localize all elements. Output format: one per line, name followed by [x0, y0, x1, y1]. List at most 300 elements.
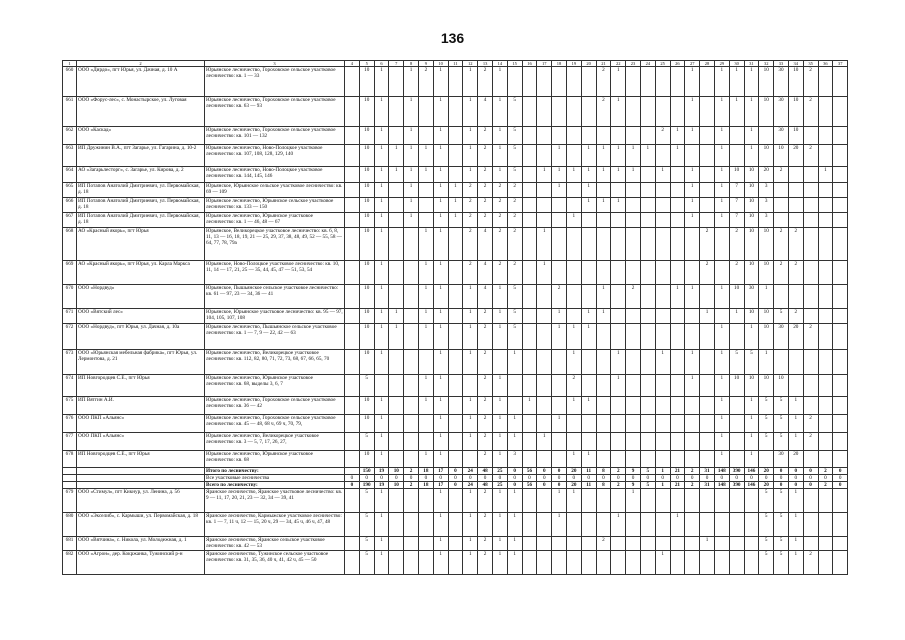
value-cell	[522, 145, 537, 167]
value-cell	[522, 213, 537, 228]
value-cell	[566, 198, 581, 213]
value-cell	[581, 537, 596, 551]
value-cell	[596, 183, 611, 198]
value-cell: 1	[463, 309, 478, 324]
value-cell	[404, 261, 419, 285]
header-cell: 1	[63, 61, 77, 67]
forestry-area-cell: Юрьянское лесничество, Гороховское сельское участковое лесничество: кв. 36 — 42	[205, 397, 345, 415]
value-cell: 2	[566, 375, 581, 397]
value-cell: 1	[492, 451, 507, 468]
value-cell: 1	[374, 451, 389, 468]
value-cell	[744, 513, 759, 537]
value-cell: 2	[507, 228, 522, 261]
value-cell	[626, 228, 641, 261]
forestry-area-cell: Юрьянское лесничество, Ново-Полоцкое участковое лесничество: кв. 107, 108, 128, 129, 140	[205, 145, 345, 167]
table-row	[63, 213, 848, 228]
organization-cell: ООО «Юрьянская мебельная фабрика», пгт Юрья, ул. Лермонтова, д. 21	[77, 350, 205, 375]
forestry-area-cell: Юрьянское, Юрьянское участковое лесничество: кв. 95 — 97, 104, 105, 107, 108	[205, 309, 345, 324]
organization-cell: ООО «Форус-лес», с. Монастырское, ул. Луговая	[77, 97, 205, 127]
value-cell: 2	[463, 213, 478, 228]
value-cell	[537, 513, 552, 537]
totals-value: 0	[685, 475, 700, 482]
value-cell	[552, 127, 567, 145]
value-cell: 4	[478, 228, 493, 261]
forestry-area-cell: Юрьянское лесничество, Юрьянское участковое лесничество: кв. 68, выделы 3, 6, 7	[205, 375, 345, 397]
forestry-area-cell: Яранское лесничество, Тужинское сельское участковое лесничество: кв. 31, 35, 36, 40 ч, 41, 42 ч, 45 — 50	[205, 551, 345, 575]
value-cell: 1	[433, 67, 448, 97]
value-cell: 2	[788, 309, 803, 324]
value-cell	[448, 145, 463, 167]
totals-value: 8	[596, 468, 611, 475]
value-cell: 1	[507, 350, 522, 375]
value-cell: 1	[433, 350, 448, 375]
value-cell	[404, 551, 419, 575]
value-cell	[833, 489, 848, 513]
organization-cell: ИП Потапов Анатолий Дмитриевич, ул. Первомайская, д. 18	[77, 183, 205, 198]
row-number: 670	[63, 285, 77, 309]
forestry-area-cell: Юрьянское, Пышьянское сельское участковое лесничество: кв. 61 — 97, 23 — 34, 36 — 41	[205, 285, 345, 309]
value-cell	[759, 451, 774, 468]
value-cell: 5	[774, 309, 789, 324]
value-cell: 2	[478, 324, 493, 350]
value-cell	[803, 513, 818, 537]
value-cell	[714, 261, 729, 285]
header-cell: 26	[670, 61, 685, 67]
table-row	[63, 183, 848, 198]
forestry-area-cell: Юрьянское лесничество, Пышьянское сельское участковое лесничество: кв. 1 — 7, 9 — 22, 42 — 63	[205, 324, 345, 350]
value-cell	[833, 513, 848, 537]
value-cell	[345, 415, 360, 433]
value-cell	[640, 433, 655, 451]
value-cell	[833, 324, 848, 350]
value-cell	[833, 228, 848, 261]
table-row	[63, 261, 848, 285]
totals-value: 0	[626, 475, 641, 482]
value-cell: 1	[581, 451, 596, 468]
value-cell: 1	[433, 513, 448, 537]
value-cell	[345, 228, 360, 261]
value-cell: 10	[788, 97, 803, 127]
header-cell: 12	[463, 61, 478, 67]
value-cell: 10	[359, 350, 374, 375]
value-cell	[818, 350, 833, 375]
value-cell: 1	[374, 167, 389, 183]
value-cell	[596, 433, 611, 451]
organization-cell: ИП Потапов Анатолий Дмитриевич, ул. Первомайская, д. 18	[77, 198, 205, 213]
value-cell	[389, 183, 404, 198]
value-cell: 10	[759, 375, 774, 397]
header-cell: 6	[374, 61, 389, 67]
value-cell: 30	[774, 97, 789, 127]
value-cell	[685, 513, 700, 537]
totals-value: 148	[714, 468, 729, 475]
value-cell: 5	[744, 350, 759, 375]
totals-row	[63, 482, 848, 489]
value-cell: 1	[374, 198, 389, 213]
organization-cell: ООО «Агрон», дер. Кокржанка, Тужинский р-н	[77, 551, 205, 575]
value-cell	[522, 167, 537, 183]
totals-value: 8	[596, 482, 611, 489]
value-cell: 1	[374, 513, 389, 537]
value-cell	[448, 451, 463, 468]
value-cell: 1	[492, 127, 507, 145]
header-cell: 5	[359, 61, 374, 67]
value-cell	[522, 415, 537, 433]
value-cell	[552, 433, 567, 451]
value-cell: 10	[729, 167, 744, 183]
value-cell: 30	[744, 285, 759, 309]
value-cell: 4	[478, 97, 493, 127]
value-cell: 1	[418, 228, 433, 261]
value-cell: 1	[374, 213, 389, 228]
value-cell	[596, 397, 611, 415]
totals-value: 0	[448, 468, 463, 475]
value-cell	[345, 183, 360, 198]
page-number: 136	[440, 30, 465, 46]
value-cell: 20	[788, 324, 803, 350]
value-cell	[404, 451, 419, 468]
value-cell	[818, 198, 833, 213]
value-cell	[611, 228, 626, 261]
value-cell: 1	[714, 213, 729, 228]
value-cell	[729, 145, 744, 167]
value-cell: 1	[418, 285, 433, 309]
value-cell: 1	[433, 183, 448, 198]
value-cell	[566, 433, 581, 451]
value-cell: 1	[788, 513, 803, 537]
value-cell: 10	[359, 67, 374, 97]
value-cell: 1	[537, 261, 552, 285]
table-row	[63, 285, 848, 309]
value-cell	[729, 537, 744, 551]
value-cell: 1	[552, 167, 567, 183]
value-cell: 10	[359, 97, 374, 127]
value-cell	[833, 537, 848, 551]
value-cell	[655, 67, 670, 97]
row-number: 674	[63, 375, 77, 397]
organization-cell: ООО «Нордвуд»	[77, 285, 205, 309]
value-cell	[522, 451, 537, 468]
value-cell: 10	[359, 198, 374, 213]
value-cell: 5	[359, 433, 374, 451]
value-cell: 5	[507, 97, 522, 127]
value-cell: 5	[729, 350, 744, 375]
value-cell: 2	[803, 551, 818, 575]
value-cell	[522, 513, 537, 537]
value-cell: 5	[759, 433, 774, 451]
totals-value: 0	[345, 482, 360, 489]
value-cell	[700, 489, 715, 513]
value-cell	[537, 145, 552, 167]
value-cell: 1	[404, 67, 419, 97]
totals-value: 0	[507, 475, 522, 482]
value-cell: 2	[626, 285, 641, 309]
value-cell	[700, 397, 715, 415]
totals-value: 20	[759, 468, 774, 475]
value-cell: 1	[492, 397, 507, 415]
value-cell	[818, 537, 833, 551]
value-cell	[345, 167, 360, 183]
table-row	[63, 489, 848, 513]
value-cell	[670, 228, 685, 261]
value-cell	[552, 397, 567, 415]
header-cell: 28	[700, 61, 715, 67]
value-cell	[537, 489, 552, 513]
row-number: 677	[63, 433, 77, 451]
value-cell	[404, 375, 419, 397]
value-cell	[685, 489, 700, 513]
value-cell: 1	[389, 145, 404, 167]
value-cell	[655, 261, 670, 285]
value-cell	[700, 183, 715, 198]
totals-value: 148	[714, 482, 729, 489]
totals-value: 2	[818, 482, 833, 489]
value-cell: 1	[714, 397, 729, 415]
value-cell: 1	[685, 198, 700, 213]
value-cell: 1	[418, 375, 433, 397]
totals-value: 0	[803, 468, 818, 475]
value-cell: 5	[507, 167, 522, 183]
value-cell	[803, 451, 818, 468]
value-cell	[818, 97, 833, 127]
value-cell	[566, 513, 581, 537]
value-cell: 1	[433, 261, 448, 285]
value-cell	[700, 415, 715, 433]
totals-value: 146	[744, 482, 759, 489]
value-cell: 1	[463, 127, 478, 145]
value-cell	[670, 375, 685, 397]
totals-value	[345, 468, 360, 475]
value-cell	[700, 285, 715, 309]
value-cell	[448, 489, 463, 513]
value-cell: 1	[389, 309, 404, 324]
value-cell	[803, 397, 818, 415]
value-cell: 30	[774, 67, 789, 97]
header-cell: 24	[640, 61, 655, 67]
value-cell	[581, 489, 596, 513]
value-cell	[626, 350, 641, 375]
value-cell	[685, 228, 700, 261]
value-cell	[522, 183, 537, 198]
value-cell	[670, 97, 685, 127]
value-cell	[655, 228, 670, 261]
value-cell: 1	[744, 451, 759, 468]
value-cell: 1	[463, 67, 478, 97]
value-cell: 1	[374, 551, 389, 575]
totals-value: 18	[418, 468, 433, 475]
value-cell: 1	[566, 167, 581, 183]
table-row	[63, 433, 848, 451]
value-cell	[522, 433, 537, 451]
value-cell	[389, 228, 404, 261]
organization-cell: ООО «Вятский лес»	[77, 309, 205, 324]
value-cell: 10	[359, 415, 374, 433]
value-cell	[537, 285, 552, 309]
value-cell	[833, 397, 848, 415]
value-cell: 1	[566, 489, 581, 513]
totals-value: 0	[448, 475, 463, 482]
value-cell	[345, 324, 360, 350]
header-cell: 22	[611, 61, 626, 67]
value-cell: 1	[492, 489, 507, 513]
value-cell: 10	[359, 397, 374, 415]
value-cell: 2	[803, 97, 818, 127]
value-cell: 1	[596, 145, 611, 167]
value-cell	[537, 183, 552, 198]
value-cell	[670, 397, 685, 415]
value-cell	[448, 513, 463, 537]
value-cell: 5	[507, 127, 522, 145]
value-cell: 1	[374, 145, 389, 167]
header-cell: 11	[448, 61, 463, 67]
table-row	[63, 537, 848, 551]
value-cell: 1	[581, 397, 596, 415]
totals-value: 0	[522, 475, 537, 482]
value-cell: 1	[492, 285, 507, 309]
value-cell	[655, 285, 670, 309]
totals-value: 0	[700, 475, 715, 482]
value-cell	[537, 97, 552, 127]
value-cell	[626, 451, 641, 468]
value-cell: 1	[744, 433, 759, 451]
totals-row	[63, 468, 848, 475]
totals-value: 11	[581, 468, 596, 475]
value-cell	[626, 433, 641, 451]
value-cell: 10	[744, 167, 759, 183]
value-cell: 2	[478, 198, 493, 213]
value-cell	[389, 451, 404, 468]
value-cell	[626, 513, 641, 537]
value-cell	[774, 198, 789, 213]
value-cell: 2	[507, 183, 522, 198]
value-cell	[596, 375, 611, 397]
value-cell	[818, 309, 833, 324]
value-cell: 1	[714, 451, 729, 468]
organization-cell: ООО «Стимул», пгт Кикнур, ул. Ленина, д. 56	[77, 489, 205, 513]
totals-value: 25	[492, 468, 507, 475]
value-cell	[640, 285, 655, 309]
value-cell	[522, 127, 537, 145]
value-cell: 2	[492, 228, 507, 261]
value-cell: 1	[685, 213, 700, 228]
totals-value: 17	[433, 468, 448, 475]
value-cell: 2	[463, 183, 478, 198]
value-cell: 1	[744, 324, 759, 350]
value-cell	[655, 309, 670, 324]
value-cell	[552, 261, 567, 285]
value-cell	[389, 350, 404, 375]
value-cell: 1	[492, 167, 507, 183]
value-cell	[345, 433, 360, 451]
value-cell: 1	[374, 228, 389, 261]
value-cell	[655, 513, 670, 537]
value-cell	[389, 415, 404, 433]
totals-value: 2	[685, 482, 700, 489]
value-cell	[611, 433, 626, 451]
value-cell	[714, 228, 729, 261]
value-cell: 10	[359, 324, 374, 350]
value-cell	[552, 537, 567, 551]
value-cell	[626, 213, 641, 228]
totals-value: 2	[685, 468, 700, 475]
value-cell: 3	[759, 213, 774, 228]
totals-value: 20	[566, 468, 581, 475]
value-cell	[611, 537, 626, 551]
table-row	[63, 167, 848, 183]
value-cell	[404, 489, 419, 513]
value-cell	[818, 489, 833, 513]
totals-value: 20	[759, 482, 774, 489]
value-cell	[581, 261, 596, 285]
value-cell	[404, 513, 419, 537]
table-row	[63, 309, 848, 324]
value-cell: 1	[626, 167, 641, 183]
value-cell	[833, 433, 848, 451]
value-cell	[345, 67, 360, 97]
totals-value: 0	[803, 482, 818, 489]
forestry-area-cell: Яранское лесничество, Яранское сельское участковое лесничество: кв. 42 — 53	[205, 537, 345, 551]
value-cell	[700, 375, 715, 397]
value-cell: 2	[478, 513, 493, 537]
value-cell	[685, 551, 700, 575]
totals-value: 0	[478, 475, 493, 482]
value-cell	[552, 198, 567, 213]
value-cell	[522, 285, 537, 309]
totals-value: 0	[788, 468, 803, 475]
totals-value: 150	[359, 468, 374, 475]
value-cell	[418, 198, 433, 213]
value-cell	[345, 537, 360, 551]
value-cell	[626, 375, 641, 397]
value-cell: 1	[433, 324, 448, 350]
value-cell	[537, 213, 552, 228]
value-cell: 1	[374, 285, 389, 309]
value-cell	[389, 537, 404, 551]
totals-value: 0	[537, 482, 552, 489]
value-cell	[522, 489, 537, 513]
value-cell	[833, 415, 848, 433]
value-cell: 1	[655, 167, 670, 183]
value-cell: 1	[463, 97, 478, 127]
value-cell	[803, 213, 818, 228]
value-cell	[418, 127, 433, 145]
value-cell	[655, 433, 670, 451]
value-cell	[448, 67, 463, 97]
value-cell: 2	[478, 127, 493, 145]
value-cell: 1	[374, 97, 389, 127]
blank-cell	[77, 468, 205, 475]
value-cell	[596, 489, 611, 513]
value-cell: 1	[389, 167, 404, 183]
value-cell: 2	[507, 198, 522, 213]
value-cell: 2	[478, 145, 493, 167]
value-cell	[833, 67, 848, 97]
value-cell	[581, 350, 596, 375]
value-cell	[640, 97, 655, 127]
value-cell	[833, 451, 848, 468]
value-cell: 5	[759, 537, 774, 551]
value-cell	[611, 397, 626, 415]
value-cell	[448, 127, 463, 145]
value-cell: 1	[670, 513, 685, 537]
totals-value: 2	[404, 482, 419, 489]
value-cell	[700, 167, 715, 183]
value-cell	[448, 433, 463, 451]
header-cell: 18	[552, 61, 567, 67]
value-cell: 1	[374, 433, 389, 451]
value-cell: 5	[774, 513, 789, 537]
header-cell: 20	[581, 61, 596, 67]
